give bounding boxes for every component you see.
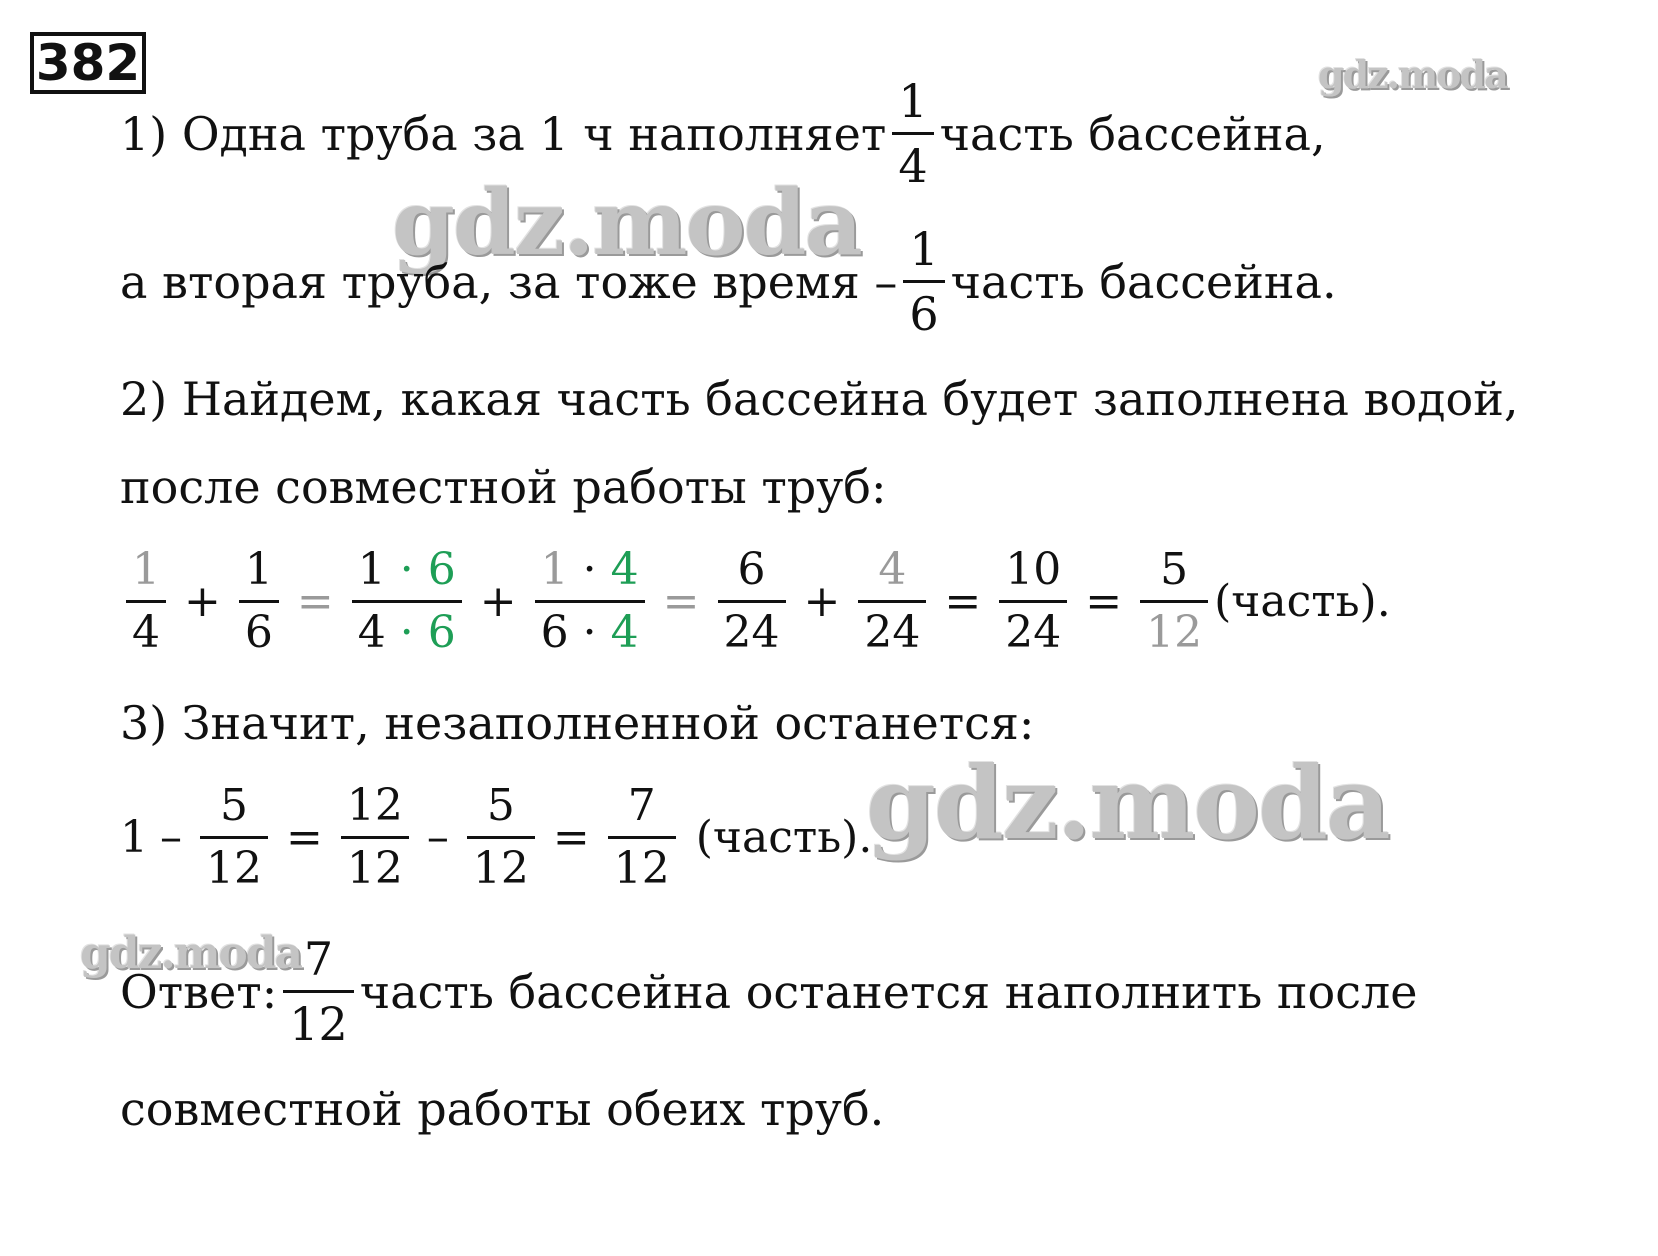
numerator: 1 bbox=[132, 544, 160, 595]
eq3-frac-12-12 bbox=[341, 780, 409, 894]
watermark-large-2: gdz.moda bbox=[866, 744, 1389, 862]
step1-text-after: часть бассейна, bbox=[939, 106, 1326, 161]
numerator bbox=[535, 544, 645, 600]
numerator bbox=[352, 544, 462, 600]
unit-label: (часть). bbox=[1214, 576, 1391, 627]
eq-frac-1x4-6x4 bbox=[535, 544, 645, 658]
watermark-small-left: gdz.moda bbox=[80, 928, 302, 979]
task-number: 382 bbox=[30, 32, 146, 94]
dot: · bbox=[582, 607, 597, 658]
denominator: 12 bbox=[341, 836, 409, 891]
denominator: 12 bbox=[608, 836, 676, 891]
eq3-frac-7-12 bbox=[608, 780, 676, 894]
dot: · bbox=[399, 544, 414, 595]
equals-sign: = bbox=[552, 812, 590, 863]
numerator: 1 bbox=[244, 544, 273, 595]
den-a: 4 bbox=[357, 607, 386, 658]
num-b: 6 bbox=[427, 544, 456, 595]
denominator bbox=[535, 600, 645, 658]
numerator: 7 bbox=[303, 932, 334, 986]
numerator: 6 bbox=[737, 544, 766, 595]
num-b: 4 bbox=[610, 544, 639, 595]
watermark-large-1: gdz.moda bbox=[392, 170, 861, 276]
answer-text: часть бассейна останется наполнить после bbox=[359, 964, 1418, 1019]
eq3-frac-5-12b bbox=[467, 780, 535, 894]
plus-sign: + bbox=[479, 576, 517, 627]
denominator: 4 bbox=[892, 132, 933, 189]
numerator: 7 bbox=[627, 780, 656, 831]
numerator: 5 bbox=[1160, 544, 1189, 595]
numerator: 5 bbox=[486, 780, 515, 831]
plus-sign: + bbox=[803, 576, 841, 627]
denominator: 12 bbox=[200, 836, 268, 891]
equals-sign: = bbox=[286, 812, 323, 863]
denominator: 6 bbox=[903, 280, 944, 337]
step1-line2-after: часть бассейна. bbox=[950, 254, 1337, 309]
answer-fraction bbox=[283, 932, 354, 1051]
denominator: 24 bbox=[718, 600, 786, 655]
plus-sign: + bbox=[184, 576, 221, 627]
numerator: 5 bbox=[220, 780, 248, 831]
num-a: 1 bbox=[357, 544, 386, 595]
step1-line1 bbox=[120, 74, 1326, 193]
eq-frac-5-12 bbox=[1140, 544, 1208, 658]
den-a: 6 bbox=[540, 607, 569, 658]
step2-line1: 2) Найдем, какая часть бассейна будет заполнена водой, bbox=[120, 372, 1519, 426]
denominator: 12 bbox=[283, 990, 354, 1047]
fraction-one-sixth bbox=[903, 222, 944, 341]
eq-frac-1x6-4x6 bbox=[352, 544, 462, 658]
denominator: 12 bbox=[467, 836, 535, 891]
numerator: 4 bbox=[878, 544, 907, 595]
fraction-one-quarter bbox=[892, 74, 933, 193]
denominator: 24 bbox=[858, 600, 926, 655]
step1-line2-before: а вторая труба, за тоже время – bbox=[120, 254, 898, 309]
step3-line1: 3) Значит, незаполненной останется: bbox=[120, 696, 1035, 750]
denominator: 4 bbox=[126, 600, 166, 655]
watermark-top-right: gdz.moda bbox=[1318, 52, 1507, 97]
eq-frac-1-6 bbox=[239, 544, 279, 658]
denominator: 6 bbox=[239, 600, 279, 655]
one: 1 bbox=[120, 812, 148, 863]
answer-line2: совместной работы обеих труб. bbox=[120, 1082, 885, 1136]
answer-label: Ответ: bbox=[120, 964, 278, 1019]
step2-line2: после совместной работы труб: bbox=[120, 460, 887, 514]
num-a: 1 bbox=[540, 544, 569, 595]
den-b: 6 bbox=[427, 607, 456, 658]
step3-equation bbox=[120, 780, 873, 894]
denominator bbox=[352, 600, 462, 658]
unit-label: (часть). bbox=[695, 812, 873, 863]
dot: · bbox=[582, 544, 597, 595]
equals-sign: = bbox=[296, 576, 334, 627]
dot: · bbox=[399, 607, 414, 658]
denominator: 12 bbox=[1140, 600, 1208, 655]
answer-line1 bbox=[120, 932, 1418, 1051]
step1-text-before: 1) Одна труба за 1 ч наполняет bbox=[120, 106, 887, 161]
eq-frac-10-24 bbox=[999, 544, 1067, 658]
numerator: 10 bbox=[1005, 544, 1062, 595]
equals-sign: = bbox=[662, 576, 700, 627]
eq-frac-1-4 bbox=[126, 544, 166, 658]
minus-sign: – bbox=[426, 812, 449, 863]
eq-frac-4-24 bbox=[858, 544, 926, 658]
equals-sign: = bbox=[1085, 576, 1123, 627]
numerator: 1 bbox=[898, 74, 928, 128]
numerator: 12 bbox=[346, 780, 403, 831]
step2-equation bbox=[120, 544, 1391, 658]
den-b: 4 bbox=[610, 607, 639, 658]
numerator: 1 bbox=[909, 222, 939, 276]
eq-frac-6-24 bbox=[718, 544, 786, 658]
minus-sign: – bbox=[160, 812, 182, 863]
equals-sign: = bbox=[944, 576, 982, 627]
denominator: 24 bbox=[999, 600, 1067, 655]
eq3-frac-5-12 bbox=[200, 780, 268, 894]
